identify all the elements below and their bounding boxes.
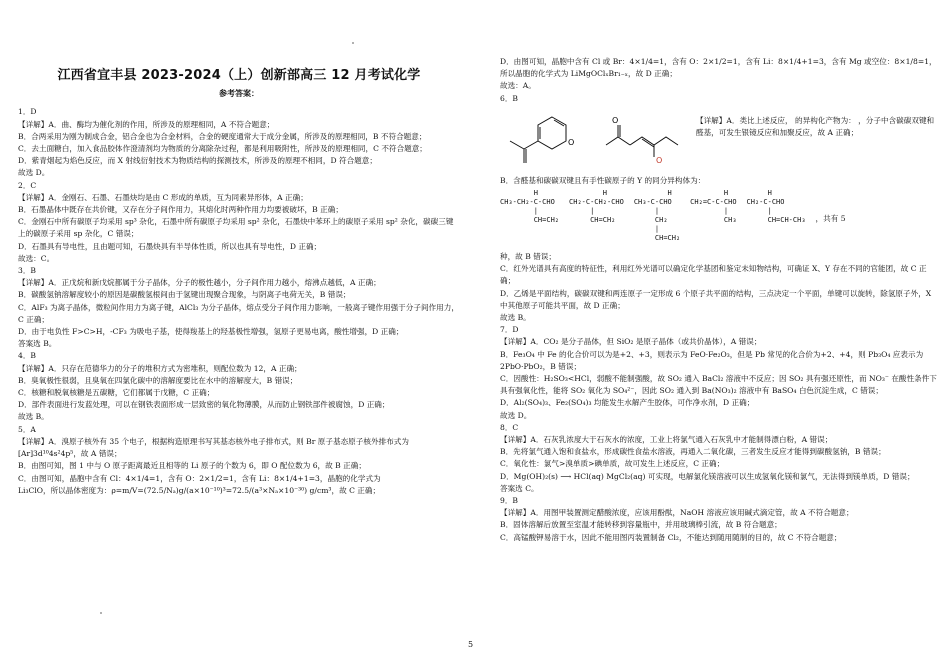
text-line: B．碳酸氢钠溶解度较小的原因是碳酸氢根间由于氢键出现聚合现象，与阴离子电荷无关，B 错误； bbox=[18, 290, 351, 300]
text-line: C．金刚石中所有碳原子均采用 sp³ 杂化，石墨中所有碳原子均采用 sp² 杂化，石墨炔中苯环上的碳原子采用 sp² 杂化，碳碳三键上的碳原子采用 sp 杂化，C 错误； bbox=[18, 217, 454, 239]
text-line: D．紫青烟起为焰色反应，而 X 射线衍射技术为物质结构的探测技术，所涉及的原理不相同，D 符合题意； bbox=[18, 156, 377, 166]
text-line: C．红外光谱具有高度的特征性，利用红外光谱可以确定化学基团和鉴定未知物结构，可确证 X、Y 存在不同的官能团，故 C 正确； bbox=[500, 264, 927, 286]
text-line: D．Al₂(SO₄)₃、Fe₂(SO₄)₃ 均能发生水解产生胶体，可作净水剂，D 正确； bbox=[500, 398, 755, 408]
text-line: 故选 D。 bbox=[500, 410, 532, 420]
text-line: D．由图可知，晶胞中含有 Cl 或 Br：4×1/4=1，含有 O：2×1/2=1，含有 Li：8×1/4+1=3，含有 Mg 或空位：8×1/8=1，所以晶胞的化学式为 LiMgOClₓBr₁₋ₓ，故 D 正确； bbox=[500, 57, 937, 79]
scan-dot bbox=[100, 612, 102, 614]
svg-text:O: O bbox=[612, 115, 619, 125]
isomer-chain: H CH₂=C-C-CHO | CH₃ bbox=[690, 189, 737, 225]
answer-heading: 参考答案： bbox=[219, 89, 259, 99]
isomer-chain: H CH₃-C-CHO | CH₂ | CH=CH₂ bbox=[633, 189, 681, 243]
q6-explanation-a: 【详解】A．类比上述反应， 的异构化产物为： ，分子中含碳碳双键和醛基，可发生银镜反应和加聚反应，故 A 正确； bbox=[696, 115, 935, 137]
isomer-chain: H CH₃-CH₂-C-CHO | CH=CH₂ bbox=[500, 189, 560, 225]
text-line: 1．D bbox=[18, 107, 37, 117]
text-line: 【详解】A．CO₂ 是分子晶体，但 SiO₂ 是原子晶体（或共价晶体），A 错误； bbox=[500, 337, 762, 347]
text-line: 【详解】A．只存在范德华力的分子的堆积方式为密堆积，则配位数为 12，A 正确； bbox=[18, 363, 302, 373]
text-line: 2．C bbox=[18, 180, 37, 190]
text-line: B．含醛基和碳碳双键且有手性碳原子的 Y 的同分异构体为： bbox=[500, 175, 706, 185]
page-number: 5 bbox=[468, 640, 474, 649]
text-line: B．臭氧极性很弱，且臭氧在四氯化碳中的溶解度要比在水中的溶解度大，B 错误； bbox=[18, 375, 298, 385]
text-line: Li₃ClO，所以晶体密度为：ρ=m/V=(72.5/Nₐ)g/(a×10⁻¹⁰)³=72.5/(a³×Nₐ×10⁻³⁰) g/cm³，故 C 正确； bbox=[18, 485, 381, 495]
text-line: B．石墨晶体中既存在共价键，又存在分子间作用力，其熔化时两种作用力均要被破坏，B 正确； bbox=[18, 205, 343, 215]
text-line: 9．B bbox=[500, 496, 519, 506]
text-line: D．Mg(OH)₂(s) ⟶ HCl(aq) MgCl₂(aq) 可实现，电解氯化镁溶液可以生成氢氧化镁和氯气，无法得到镁单质，D 错误； bbox=[500, 471, 915, 481]
text-line: D．由于电负性 F>C>H，-CF₃ 为吸电子基，使得羧基上的羟基极性增强，氢原子更易电离，酸性增强，D 正确； bbox=[18, 327, 404, 337]
isomer-count-text: ，共有 5 bbox=[815, 214, 846, 224]
page-title: 江西省宜丰县 2023-2024（上）创新部高三 12 月考试化学 bbox=[57, 68, 421, 83]
text-line: 【详解】A．曲、酶均为催化剂的作用，所涉及的原理相同，A 不符合题意； bbox=[18, 119, 275, 129]
text-line: 答案选 B。 bbox=[18, 339, 57, 349]
text-line: B．先将氯气通入饱和食盐水，形成碳性食盐水溶液，再通入二氧化碳，三者发生反应才能得到碳酸氢钠，B 错误； bbox=[500, 447, 886, 457]
isomer-chain: H CH₂-C-CHO | CH=CH-CH₃ bbox=[746, 189, 806, 225]
text-line: D．部件表面进行发蓝处理，可以在钢铁表面形成一层致密的氧化物薄膜，从而防止钢铁部件被腐蚀，D 正确； bbox=[18, 400, 390, 410]
text-line: 【详解】A．溴原子核外有 35 个电子，根据构造原理书写其基态核外电子排布式，则 Br 原子基态原子核外排布式为[Ar]3d¹⁰4s²4p⁵，故 A 错误； bbox=[18, 436, 409, 459]
text-line: 故选：C。 bbox=[18, 253, 55, 263]
text-line: B．合两采用为刚为制成合金，铝合金也为合金材料，合金的硬度通常大于成分金属，所涉及的原理相同，B 不符合题意； bbox=[18, 131, 427, 141]
text-line: C．由图可知，晶胞中含有 Cl：4×1/4=1，含有 O：2×1/2=1，含有 Li：8×1/4+1=3，晶胞的化学式为 bbox=[18, 473, 381, 483]
text-line: 【详解】A．金刚石、石墨、石墨炔均是由 C 形成的单质，互为同素异形体，A 正确； bbox=[18, 192, 308, 202]
isomer-product-structure bbox=[598, 109, 688, 167]
text-line: 【详解】A．正戊烷和新戊烷都属于分子晶体，分子的极性越小，分子间作用力越小，熔沸点越低，A 正确； bbox=[18, 278, 381, 288]
text-line: 故选：A。 bbox=[500, 81, 536, 91]
svg-text:O: O bbox=[656, 155, 663, 165]
text-line: 3．B bbox=[18, 266, 37, 276]
isomer-chain-list bbox=[500, 189, 940, 247]
text-line: 故选 D。 bbox=[18, 168, 50, 178]
text-line: B．Fe₃O₄ 中 Fe 的化合价可以为是+2、+3，则表示为 FeO·Fe₂O₃，但是 Pb 常见的化合价为+2、+4，则 Pb₃O₄ 应表示为 2PbO·PbO₂，B 错误； bbox=[500, 349, 924, 371]
text-line: D．石墨具有导电性，且由题可知，石墨炔具有半导体性质，所以也具有导电性，D 正确； bbox=[18, 241, 322, 251]
text-line: B．固体溶解后放置至室温才能转移到容量瓶中，并用玻璃棒引流，故 B 符合题意； bbox=[500, 520, 782, 530]
right-column bbox=[500, 0, 940, 544]
text-line: C．核糖和脱氧核糖是五碳糖，它们都属于戊糖，C 正确； bbox=[18, 388, 215, 398]
text-line: C．高锰酸钾易溶于水，因此不能用图丙装置制备 Cl₂，不能达到随用随制的目的，故 C 不符合题意； bbox=[500, 532, 842, 542]
text-line: 【详解】A．石灰乳浓度大于石灰水的浓度，工业上将氯气通入石灰乳中才能制得漂白粉，A 错误； bbox=[500, 435, 833, 445]
text-line: 7．D bbox=[500, 325, 519, 335]
svg-text:O: O bbox=[568, 137, 575, 147]
text-line: C．因酸性：H₂SO₃<HCl，弱酸不能制强酸，故 SO₂ 通入 BaCl₂ 溶液中不反应；因 SO₂ 具有强还原性，而 NO₃⁻ 在酸性条件下具有强氧化性，能将 SO₂ 氧化为 SO₄²⁻，因此 SO₂ 通入到 Ba(NO₃)₂ 溶液中有 BaSO₄ 白色沉淀生成，C 错误； bbox=[500, 374, 937, 396]
text-line: 5．A bbox=[18, 424, 36, 434]
isomer-chain: H CH₂-C-CH₂-CHO | CH=CH₂ bbox=[569, 189, 624, 225]
text-line: D．乙烯是平面结构，碳碳双键和两连原子一定形成 6 个原子共平面的结构，三点决定一个平面，单键可以旋转，除氢原子外，X 中其他原子可能共平面，故 D 正确； bbox=[500, 288, 932, 310]
text-line: 6．B bbox=[500, 93, 519, 103]
text-line: 故选 B。 bbox=[18, 412, 49, 422]
text-line: 答案选 C。 bbox=[500, 483, 539, 493]
text-line: 故选 B。 bbox=[500, 313, 531, 323]
text-line: B．由图可知，图 1 中与 O 原子距离最近且相等的 Li 原子的个数为 6，即 O 配位数为 6，故 B 正确； bbox=[18, 461, 366, 471]
text-line: 【详解】A．用图甲装置测定醋酸浓度，应该用酚酞，NaOH 溶液应该用碱式滴定管，故 A 不符合题意； bbox=[500, 508, 854, 518]
text-line: C．AlF₃ 为离子晶体，微粒间作用力为离子键，AlCl₃ 为分子晶体，熔点受分子间作用力影响，一般离子键作用强于分子间作用力，C 正确； bbox=[18, 302, 459, 324]
text-line: C．去土面糖白，加入食品胶体作澄清剂均为物质的分离除杂过程，都是利用吸附性，所涉及的原理相同，C 不符合题意； bbox=[18, 144, 427, 154]
text-line: 8．C bbox=[500, 422, 519, 432]
text-line: 4．B bbox=[18, 351, 37, 361]
scan-dot bbox=[352, 42, 354, 44]
pyran-ketone-structure bbox=[500, 109, 590, 167]
q6-structure-row bbox=[500, 109, 940, 169]
left-column bbox=[18, 0, 460, 497]
text-line: C．氧化性：氯气>溴单质>碘单质，故可发生上述反应，C 正确； bbox=[500, 459, 725, 469]
text-line: 种，故 B 错误； bbox=[500, 252, 556, 262]
